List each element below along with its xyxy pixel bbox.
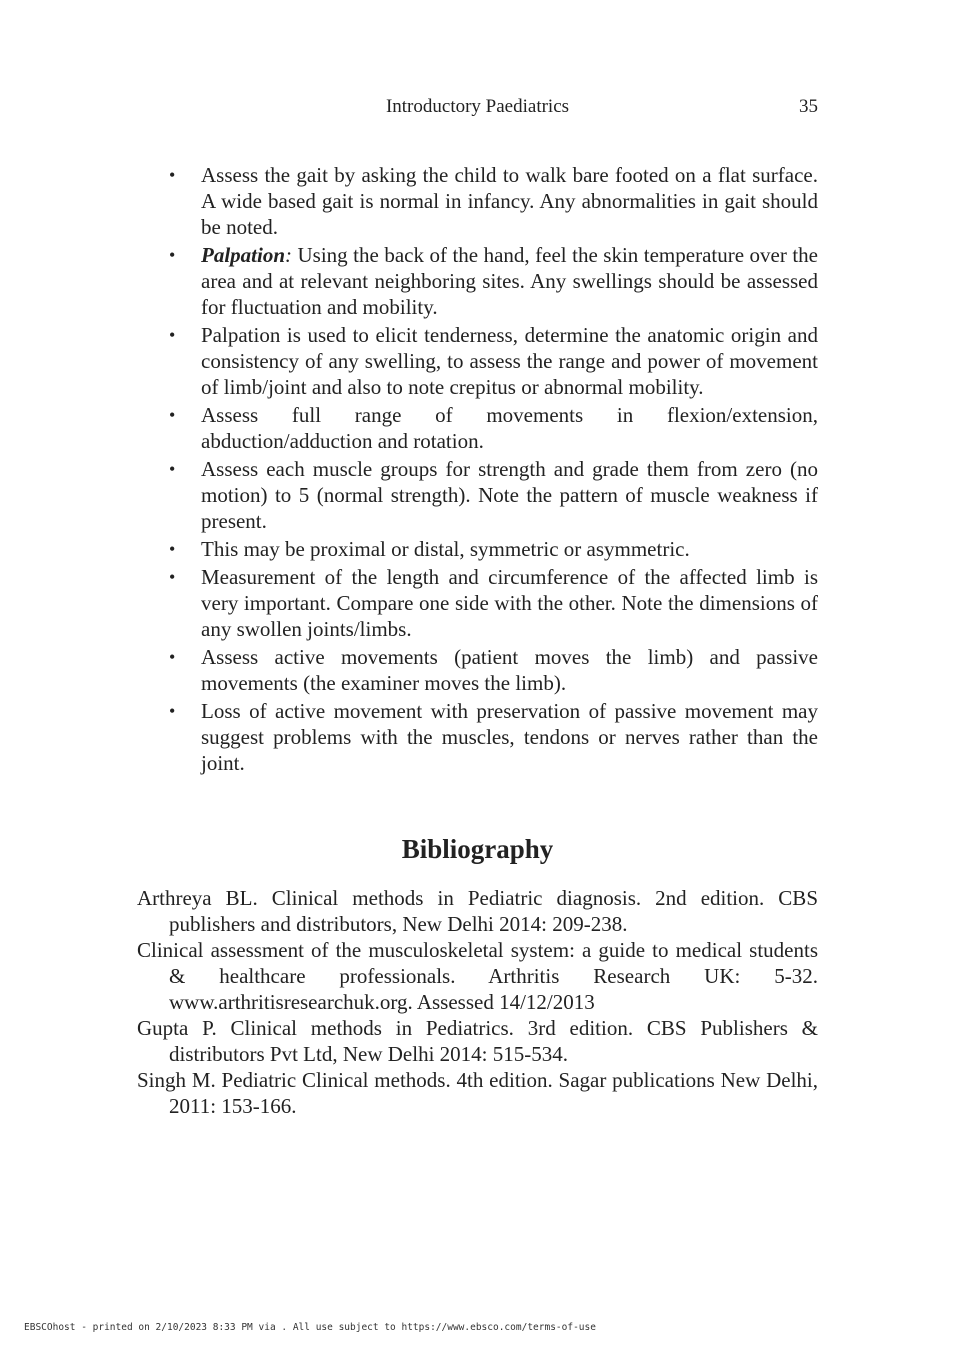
bullet-icon: • xyxy=(169,567,176,587)
list-item-text: Measurement of the length and circumference of the affected limb is very important. Compare one side with the other. Note the dimensions of any swollen joints/limbs. xyxy=(201,565,818,641)
list-item-text: This may be proximal or distal, symmetric or asymmetric. xyxy=(201,537,690,561)
bullet-icon: • xyxy=(169,325,176,345)
bibliography-heading: Bibliography xyxy=(401,834,554,864)
print-footer: EBSCOhost - printed on 2/10/2023 8:33 PM via . All use subject to https://www.ebsco.com/terms-of-use xyxy=(24,1322,596,1333)
list-item xyxy=(168,644,818,696)
bullet-icon: • xyxy=(169,701,176,721)
list-item-lead: Palpation xyxy=(201,243,286,267)
running-head-title: Introductory Paediatrics xyxy=(385,96,570,117)
list-item xyxy=(168,456,818,534)
reference-list xyxy=(137,885,818,1119)
bullet-icon: • xyxy=(169,459,176,479)
bullet-icon: • xyxy=(169,245,176,265)
list-item xyxy=(168,536,818,562)
list-item xyxy=(168,402,818,454)
list-item-text: Assess the gait by asking the child to walk bare footed on a flat surface. A wide based gait is normal in infancy. Any abnormalities in gait should be noted. xyxy=(201,163,818,239)
list-item xyxy=(168,162,818,240)
reference-item: Gupta P. Clinical methods in Pediatrics. 3rd edition. CBS Publishers & distributors Pvt Ltd, New Delhi 2014: 515-534. xyxy=(137,1016,818,1066)
reference-item: Clinical assessment of the musculoskeletal system: a guide to medical students & healthcare professionals. Arthritis Research UK: 5-32. www.arthritisresearchuk.org. Assessed 14/12/2013 xyxy=(137,938,818,1014)
list-item xyxy=(168,322,818,400)
list-item-colon: : xyxy=(285,243,293,267)
running-head xyxy=(137,96,818,122)
list-item-text: Loss of active movement with preservation of passive movement may suggest problems with the muscles, tendons or nerves rather than the joint. xyxy=(201,699,818,775)
reference-item: Singh M. Pediatric Clinical methods. 4th edition. Sagar publications New Delhi, 2011: 153-166. xyxy=(137,1068,818,1118)
list-item-text: Assess full range of movements in flexion/extension, abduction/adduction and rotation. xyxy=(201,403,818,453)
list-item-text: Using the back of the hand, feel the skin temperature over the area and at relevant neighboring sites. Any swellings should be assessed for fluctuation and mobility. xyxy=(201,243,818,319)
page-number: 35 xyxy=(799,96,818,117)
bullet-icon: • xyxy=(169,165,176,185)
list-item xyxy=(168,242,818,320)
list-item xyxy=(168,564,818,642)
bullet-icon: • xyxy=(169,539,176,559)
list-item-text: Assess each muscle groups for strength and grade them from zero (no motion) to 5 (normal strength). Note the pattern of muscle weakness if present. xyxy=(201,457,818,533)
bullet-icon: • xyxy=(169,647,176,667)
list-item-text: Palpation is used to elicit tenderness, determine the anatomic origin and consistency of any swelling, to assess the range and power of movement of limb/joint and also to note crepitus or abnormal mobility. xyxy=(201,323,818,399)
bullet-icon: • xyxy=(169,405,176,425)
bullet-list xyxy=(168,162,818,778)
list-item-text: Assess active movements (patient moves the limb) and passive movements (the examiner moves the limb). xyxy=(201,645,818,695)
list-item xyxy=(168,698,818,776)
reference-item: Arthreya BL. Clinical methods in Pediatric diagnosis. 2nd edition. CBS publishers and distributors, New Delhi 2014: 209-238. xyxy=(137,886,818,936)
